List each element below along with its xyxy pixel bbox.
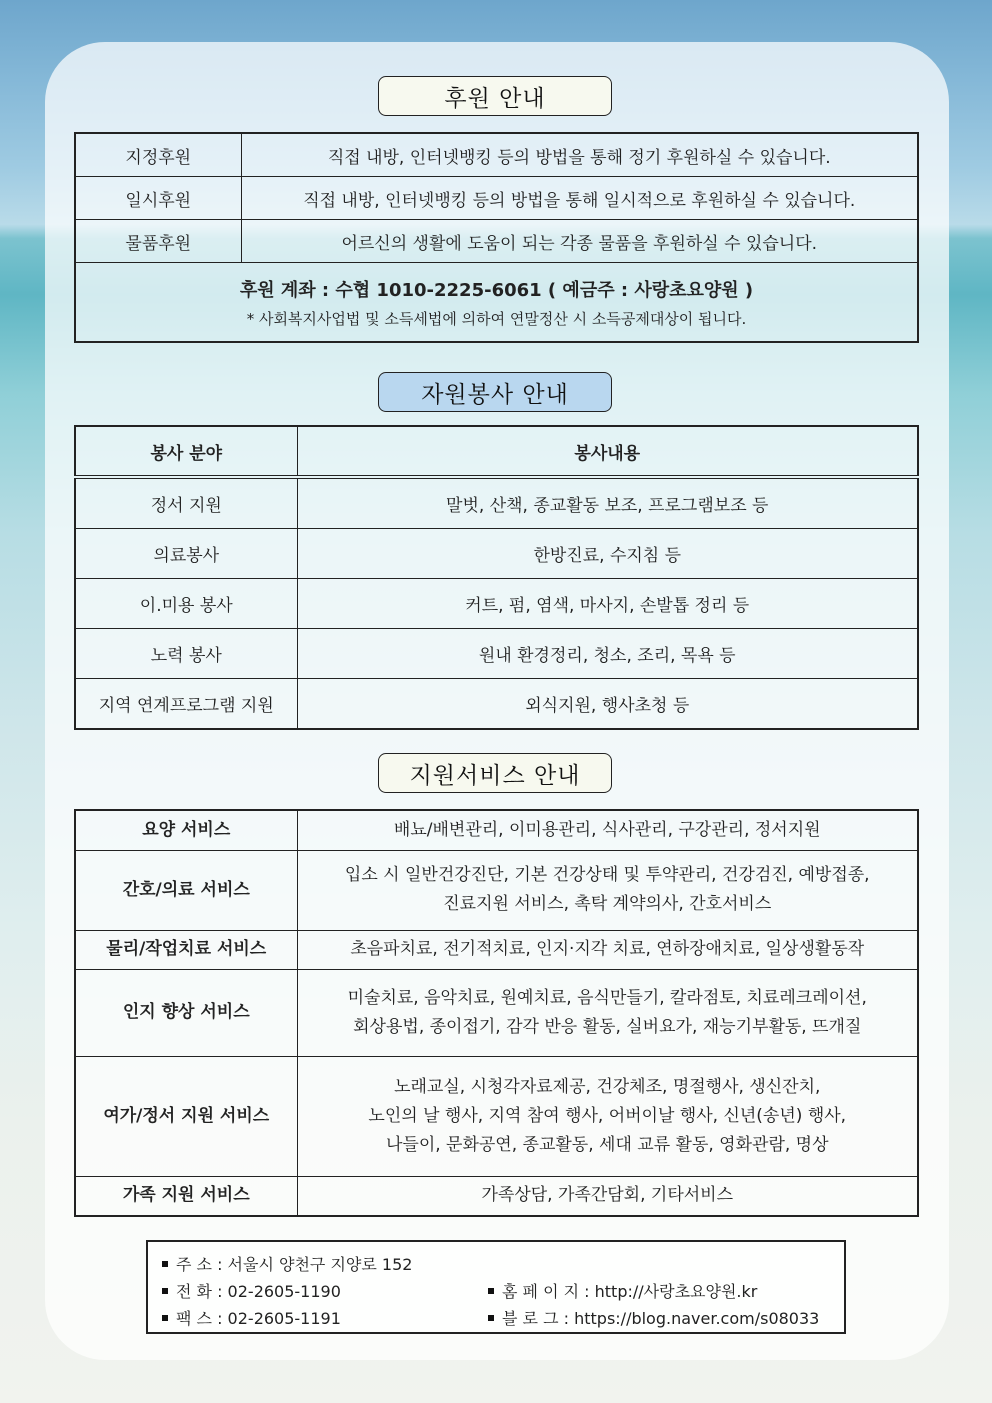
contact-box bbox=[146, 1240, 846, 1334]
account-info: 후원 계좌 : 수협 1010-2225-6061 ( 예금주 : 사랑초요양원 ) bbox=[239, 279, 754, 301]
support-table bbox=[74, 132, 919, 343]
volunteer-content: 커트, 펌, 염색, 마사지, 손발톱 정리 등 bbox=[297, 579, 918, 629]
volunteer-content: 한방진료, 수지침 등 bbox=[297, 529, 918, 579]
volunteer-section-title: 자원봉사 안내 bbox=[378, 372, 612, 412]
service-name: 간호/의료 서비스 bbox=[75, 850, 297, 930]
service-line: 초음파치료, 전기적치료, 인지·지각 치료, 연하장애치료, 일상생활동작 bbox=[350, 939, 865, 959]
table-row bbox=[75, 1176, 918, 1216]
bullet-icon bbox=[162, 1261, 168, 1267]
bullet-icon bbox=[162, 1288, 168, 1294]
tax-note: * 사회복지사업법 및 소득세법에 의하여 연말정산 시 소득공제대상이 됩니다. bbox=[246, 309, 747, 328]
bullet-icon bbox=[488, 1288, 494, 1294]
volunteer-content: 말벗, 산책, 종교활동 보조, 프로그램보조 등 bbox=[297, 477, 918, 529]
service-detail bbox=[297, 1176, 918, 1216]
volunteer-content: 외식지원, 행사초청 등 bbox=[297, 679, 918, 730]
volunteer-field: 의료봉사 bbox=[75, 529, 297, 579]
support-section-title: 후원 안내 bbox=[378, 76, 612, 116]
account-cell bbox=[75, 263, 918, 343]
volunteer-field: 정서 지원 bbox=[75, 477, 297, 529]
service-name: 여가/정서 지원 서비스 bbox=[75, 1056, 297, 1176]
volunteer-content: 원내 환경정리, 청소, 조리, 목욕 등 bbox=[297, 629, 918, 679]
service-line: 회상용법, 종이접기, 감각 반응 활동, 실버요가, 재능기부활동, 뜨개질 bbox=[353, 1016, 862, 1037]
service-line: 노인의 날 행사, 지역 참여 행사, 어버이날 행사, 신년(송년) 행사, bbox=[368, 1105, 847, 1126]
volunteer-field: 지역 연계프로그램 지원 bbox=[75, 679, 297, 730]
support-type: 지정후원 bbox=[75, 133, 241, 177]
service-line: 가족상담, 가족간담회, 기타서비스 bbox=[481, 1185, 734, 1206]
bullet-icon bbox=[162, 1315, 168, 1321]
table-row bbox=[75, 679, 918, 730]
service-name: 요양 서비스 bbox=[75, 810, 297, 850]
column-header: 봉사내용 bbox=[297, 426, 918, 477]
column-header: 봉사 분야 bbox=[75, 426, 297, 477]
service-detail bbox=[297, 1056, 918, 1176]
table-row bbox=[75, 969, 918, 1056]
blog-item bbox=[488, 1306, 819, 1329]
support-desc: 직접 내방, 인터넷뱅킹 등의 방법을 통해 정기 후원하실 수 있습니다. bbox=[241, 133, 918, 177]
support-type: 물품후원 bbox=[75, 220, 241, 263]
table-row bbox=[75, 810, 918, 850]
homepage-link[interactable]: 홈 페 이 지 : http://사랑초요양원.kr bbox=[502, 1282, 758, 1301]
services-section-title: 지원서비스 안내 bbox=[378, 753, 612, 793]
service-line: 미술치료, 음악치료, 원예치료, 음식만들기, 칼라점토, 치료레크레이션, bbox=[347, 987, 867, 1008]
table-row bbox=[75, 930, 918, 969]
fax-item bbox=[162, 1306, 341, 1329]
fax-text: 팩 스 : 02-2605-1191 bbox=[176, 1309, 341, 1328]
service-name: 물리/작업치료 서비스 bbox=[75, 930, 297, 969]
services-table bbox=[74, 809, 919, 1217]
service-name: 가족 지원 서비스 bbox=[75, 1176, 297, 1216]
support-type: 일시후원 bbox=[75, 177, 241, 220]
table-row bbox=[75, 263, 918, 343]
phone-text: 전 화 : 02-2605-1190 bbox=[176, 1282, 341, 1301]
service-line: 나들이, 문화공연, 종교활동, 세대 교류 활동, 영화관람, 명상 bbox=[385, 1134, 829, 1155]
service-name: 인지 향상 서비스 bbox=[75, 969, 297, 1056]
table-row bbox=[75, 477, 918, 529]
table-row bbox=[75, 579, 918, 629]
volunteer-field: 이.미용 봉사 bbox=[75, 579, 297, 629]
service-detail bbox=[297, 810, 918, 850]
volunteer-table bbox=[74, 425, 919, 730]
bullet-icon bbox=[488, 1315, 494, 1321]
address-text: 주 소 : 서울시 양천구 지양로 152 bbox=[176, 1255, 413, 1274]
volunteer-field: 노력 봉사 bbox=[75, 629, 297, 679]
support-desc: 직접 내방, 인터넷뱅킹 등의 방법을 통해 일시적으로 후원하실 수 있습니다. bbox=[241, 177, 918, 220]
table-row bbox=[75, 220, 918, 263]
phone-item bbox=[162, 1279, 341, 1302]
service-detail bbox=[297, 930, 918, 969]
address-item bbox=[162, 1252, 412, 1275]
service-line: 진료지원 서비스, 촉탁 계약의사, 간호서비스 bbox=[443, 894, 772, 914]
service-detail bbox=[297, 969, 918, 1056]
table-header-row bbox=[75, 426, 918, 477]
blog-link[interactable]: 블 로 그 : https://blog.naver.com/s08033 bbox=[502, 1309, 820, 1328]
service-detail bbox=[297, 850, 918, 930]
table-row bbox=[75, 133, 918, 177]
service-line: 입소 시 일반건강진단, 기본 건강상태 및 투약관리, 건강검진, 예방접종, bbox=[344, 865, 870, 885]
homepage-item bbox=[488, 1279, 757, 1302]
table-row bbox=[75, 850, 918, 930]
table-row bbox=[75, 177, 918, 220]
service-line: 배뇨/배변관리, 이미용관리, 식사관리, 구강관리, 정서지원 bbox=[393, 819, 821, 840]
service-line: 노래교실, 시청각자료제공, 건강체조, 명절행사, 생신잔치, bbox=[394, 1076, 821, 1097]
table-row bbox=[75, 529, 918, 579]
support-desc: 어르신의 생활에 도움이 되는 각종 물품을 후원하실 수 있습니다. bbox=[241, 220, 918, 263]
table-row bbox=[75, 629, 918, 679]
table-row bbox=[75, 1056, 918, 1176]
